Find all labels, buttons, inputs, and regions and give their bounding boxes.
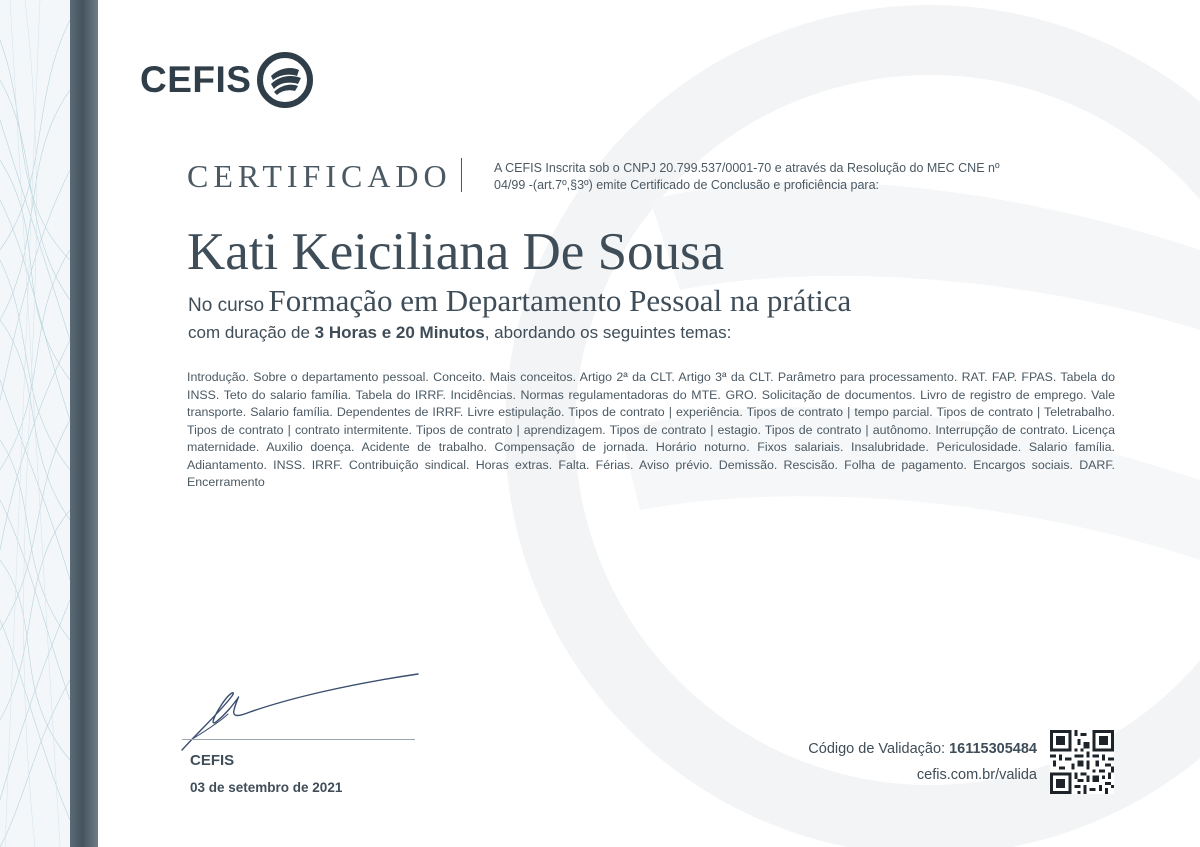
logo-text: CEFIS — [140, 59, 252, 100]
cefis-logo — [140, 52, 313, 108]
decorative-line-pattern — [0, 0, 70, 847]
certificate-title: CERTIFICADO — [187, 158, 452, 194]
duration-prefix: com duração de — [188, 323, 310, 342]
course-prefix: No curso — [188, 295, 265, 316]
qr-code-icon — [1050, 730, 1114, 794]
left-decorative-bar — [70, 0, 98, 847]
validation-code: 16115305484 — [949, 741, 1037, 757]
cefis-logo-icon — [257, 52, 313, 108]
validation-url[interactable]: cefis.com.br/valida — [916, 767, 1037, 783]
validation-label: Código de Validação: — [808, 741, 946, 757]
title-divider — [461, 158, 462, 192]
duration-suffix: , abordando os seguintes temas: — [484, 323, 732, 342]
signature — [170, 668, 430, 758]
course-topics: Introdução. Sobre o departamento pessoal. Conceito. Mais conceitos. Artigo 2ª da CLT. Artigo 3ª da CLT. Parâmetro para processamento. RAT. FAP. FPAS. Tabela do INSS. Teto do salario família. Tabela do IRRF. Incidências. Normas regulamentadoras do MTE. GRO. Solicitação de documentos. Livro de registro de emprego. Vale transporte. Salario família. Dependentes de IRRF. Livre estipulação. Tipos de contrato | experiência. Tipos de contrato | tempo parcial. Tipos de contrato | Teletrabalho. Tipos de contrato | contrato intermitente. Tipos de contrato | aprendizagem. Tipos de contrato | estagio. Tipos de contrato | autônomo. Interrupção de contrato. Licença maternidade. Auxilio doença. Acidente de trabalho. Compensação de jornada. Horário noturno. Fixos salariais. Insalubridade. Periculosidade. Salario família. Adiantamento. INSS. IRRF. Contribuição sindical. Horas extras. Falta. Férias. Aviso prévio. Demissão. Rescisão. Folha de pagamento. Encargos sociais. DARF. Encerramento — [187, 370, 1115, 489]
signatory-name: CEFIS — [190, 752, 235, 769]
student-name: Kati Keiciliana De Sousa — [187, 223, 725, 281]
signature-line — [182, 739, 415, 740]
course-line — [188, 283, 851, 319]
duration-value: 3 Horas e 20 Minutos — [314, 323, 485, 342]
duration-line — [188, 323, 731, 343]
validation-block — [808, 740, 1037, 792]
validation-code-row — [808, 740, 1037, 766]
course-name: Formação em Departamento Pessoal na prática — [268, 283, 852, 318]
issue-date: 03 de setembro de 2021 — [190, 780, 343, 795]
certificate-intro: A CEFIS Inscrita sob o CNPJ 20.799.537/0001-70 e através da Resolução do MEC CNE nº 04/99 -(art.7º,§3º) emite Certificado de Conclusão e proficiência para: — [494, 161, 1000, 192]
